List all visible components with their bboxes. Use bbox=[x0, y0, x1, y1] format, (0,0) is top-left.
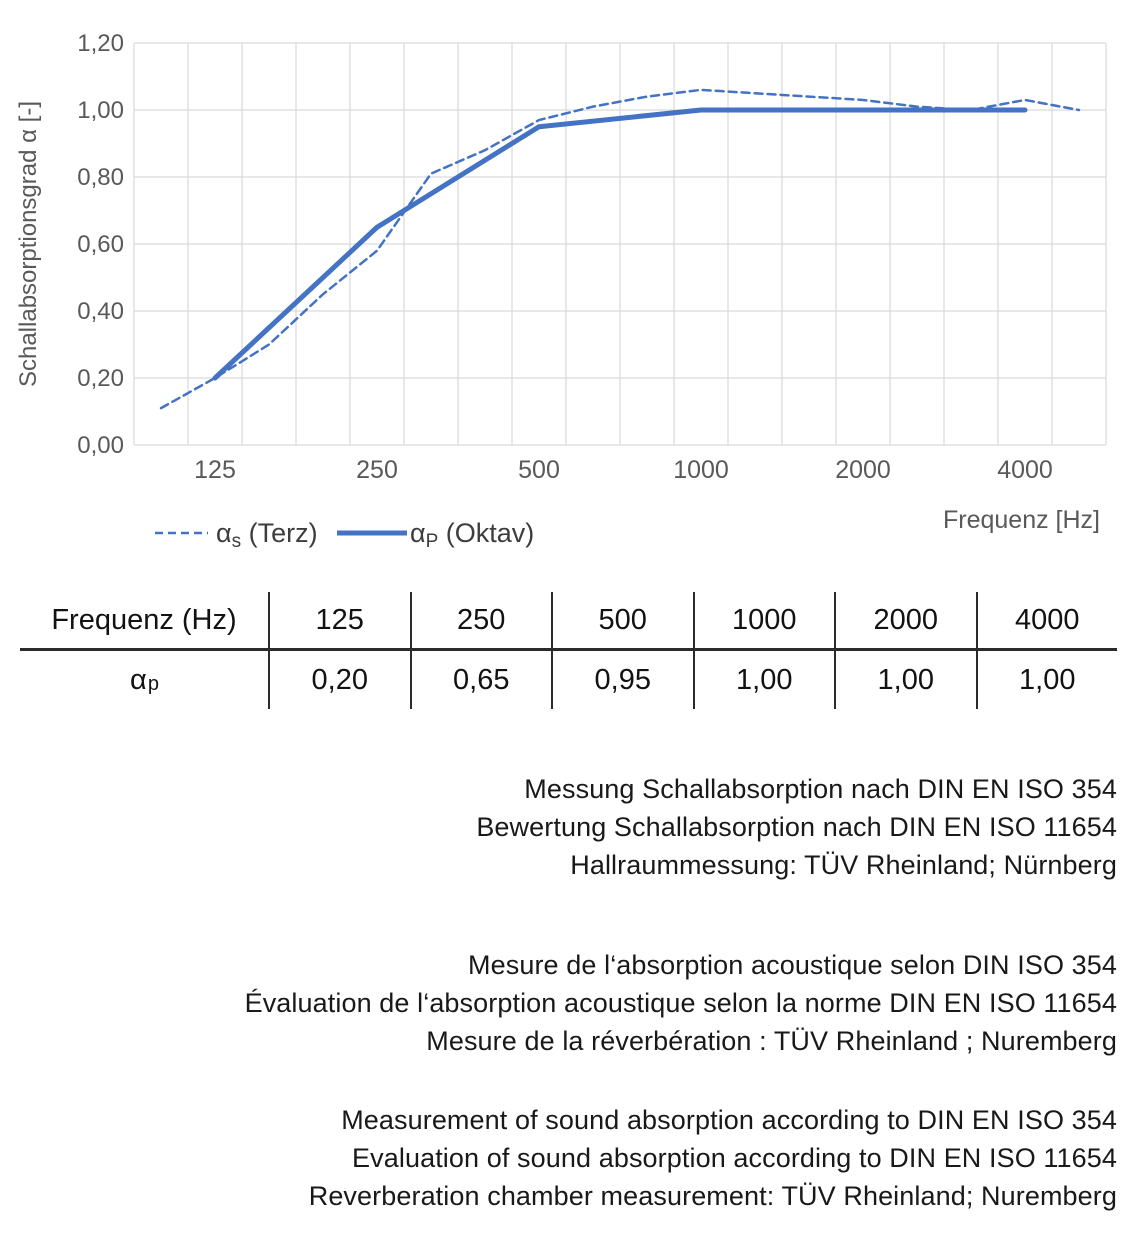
table-value-cell: 1,00 bbox=[834, 651, 976, 709]
y-tick-label: 1,00 bbox=[77, 97, 124, 124]
y-tick-label: 0,60 bbox=[77, 231, 124, 258]
note-french bbox=[245, 946, 1117, 1060]
x-tick-label: 500 bbox=[518, 456, 560, 484]
x-tick-label: 250 bbox=[356, 456, 398, 484]
table-header-label: Frequenz (Hz) bbox=[20, 592, 268, 651]
y-tick-label: 0,80 bbox=[77, 164, 124, 191]
note-line: Évaluation de l‘absorption acoustique selon la norme DIN EN ISO 11654 bbox=[244, 988, 1117, 1018]
note-line: Hallraummessung: TÜV Rheinland; Nürnberg bbox=[570, 850, 1117, 880]
gridlines bbox=[134, 43, 1106, 445]
table-header-cell: 250 bbox=[410, 592, 552, 651]
table-value-cell: 0,95 bbox=[551, 651, 693, 709]
table-value-cell: 1,00 bbox=[976, 651, 1118, 709]
x-tick-label: 2000 bbox=[835, 456, 891, 484]
legend-label-alpha-p-oktav: αP (Oktav) bbox=[410, 518, 535, 552]
x-axis-title: Frequenz [Hz] bbox=[942, 506, 1100, 534]
x-tick-label: 1000 bbox=[673, 456, 729, 484]
note-line: Measurement of sound absorption according to DIN EN ISO 354 bbox=[341, 1105, 1117, 1135]
alpha-symbol: α bbox=[130, 663, 147, 696]
legend-label-alpha-s-terz: αs (Terz) bbox=[216, 518, 318, 552]
note-line: Mesure de l‘absorption acoustique selon DIN ISO 354 bbox=[468, 950, 1117, 980]
absorption-chart bbox=[0, 0, 1135, 565]
table-header-cell: 500 bbox=[551, 592, 693, 651]
y-axis-title: Schallabsorptionsgrad α [-] bbox=[15, 100, 42, 388]
table-value-cell: 0,20 bbox=[268, 651, 410, 709]
table-header-cell: 125 bbox=[268, 592, 410, 651]
note-line: Reverberation chamber measurement: TÜV Rheinland; Nuremberg bbox=[308, 1181, 1117, 1211]
frequency-table bbox=[20, 592, 1117, 709]
table-header-cell: 1000 bbox=[693, 592, 835, 651]
note-english bbox=[309, 1101, 1117, 1215]
table-value-cell: 0,65 bbox=[410, 651, 552, 709]
note-line: Evaluation of sound absorption according to DIN EN ISO 11654 bbox=[352, 1143, 1117, 1173]
y-tick-label: 0,00 bbox=[77, 432, 124, 459]
table-header-cell: 4000 bbox=[976, 592, 1118, 651]
table-row-label: α $_p$ bbox=[130, 663, 159, 696]
note-german bbox=[476, 770, 1117, 884]
table-value-cell: 1,00 bbox=[693, 651, 835, 709]
y-tick-label: 1,20 bbox=[77, 30, 124, 57]
y-tick-label: 0,40 bbox=[77, 298, 124, 325]
x-tick-label: 125 bbox=[194, 456, 236, 484]
chart-legend bbox=[155, 518, 534, 552]
y-tick-label: 0,20 bbox=[77, 365, 124, 392]
note-line: Mesure de la réverbération : TÜV Rheinland ; Nuremberg bbox=[426, 1026, 1117, 1056]
table-header-cell: 2000 bbox=[834, 592, 976, 651]
x-tick-label: 4000 bbox=[997, 456, 1053, 484]
note-line: Bewertung Schallabsorption nach DIN EN ISO 11654 bbox=[476, 812, 1117, 842]
note-line: Messung Schallabsorption nach DIN EN ISO 354 bbox=[524, 774, 1117, 804]
